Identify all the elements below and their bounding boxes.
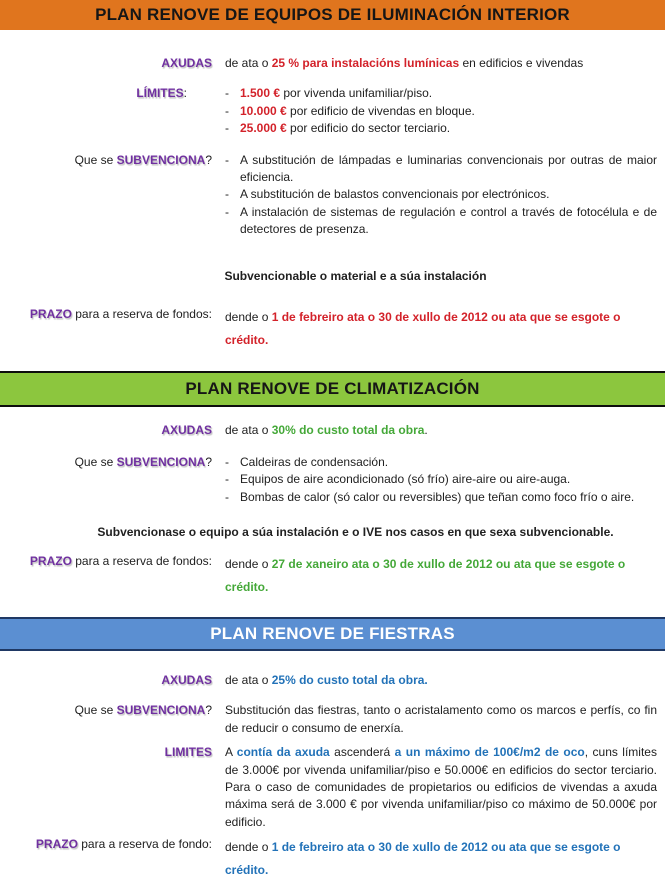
prazo-row — [0, 836, 657, 882]
list-item — [225, 85, 657, 102]
text-run: , cuns límites de 3.000€ por vivenda unifamiliar/piso e 50.000€ en edificios do sector terciario. Para o caso de comunidades de propietarios ou edificios de vivendas a axuda máxima será de 3.000 € por vivenda unifamiliar/piso co máximo de 50.000€ por edificio. — [225, 745, 657, 829]
subvenciona-label-text: SUBVENCIONA — [116, 454, 206, 469]
list-item — [225, 120, 657, 137]
limites-label-text: LIMITES — [164, 745, 212, 760]
prazo-value — [225, 553, 657, 599]
subvencionable-note: Subvencionable o material e a súa instalación — [224, 268, 487, 283]
section-climatizacion — [0, 371, 665, 600]
highlight-run: 1.500 € — [240, 86, 281, 101]
list-item-text: A substitución de lámpadas e luminarias convencionais por outras de maior eficiencia. — [240, 152, 657, 184]
limites-label — [0, 85, 212, 137]
prazo-row — [0, 306, 657, 352]
prazo-label-text: PRAZO — [35, 837, 78, 852]
highlight-run: 25% do custo total da obra. — [271, 673, 428, 688]
bullet-dash: - — [225, 152, 229, 167]
axudas-row — [0, 672, 657, 689]
subvenciona-label — [0, 454, 212, 506]
text-run: dende o — [225, 557, 272, 572]
subvenciona-label — [0, 702, 212, 737]
axudas-value — [225, 672, 657, 689]
highlight-run: 10.000 € — [240, 103, 287, 118]
list-item-text — [240, 85, 657, 102]
text-run: . — [424, 422, 428, 437]
highlight-run: 25.000 € — [240, 121, 287, 136]
subvenciona-label-text: SUBVENCIONA — [116, 703, 206, 718]
limites-label-text: LÍMITES — [136, 86, 184, 101]
text-run: por edificio de vivendas en bloque. — [286, 103, 475, 118]
prazo-label-text: PRAZO — [29, 554, 72, 569]
list-item-text: A substitución de balastos convencionais por electrónicos. — [240, 187, 550, 202]
section-fiestras — [0, 617, 665, 882]
section-title: PLAN RENOVE DE CLIMATIZACIÓN — [185, 378, 480, 398]
axudas-label — [0, 672, 212, 689]
list-item-text — [240, 103, 657, 120]
section-header-iluminacion — [0, 0, 665, 30]
subvenciona-paragraph: Substitución das fiestras, tanto o acristalamento como os marcos e perfís, co fin de reducir o consumo de enerxía. — [225, 703, 657, 735]
axudas-label-text: AXUDAS — [161, 673, 212, 688]
section-iluminacion — [0, 0, 665, 352]
text-run: de ata o — [225, 56, 272, 70]
list-item — [225, 204, 657, 239]
text-run: para a reserva de fondo: — [77, 837, 212, 852]
list-item — [225, 103, 657, 120]
limites-label — [0, 744, 212, 831]
list-item-text: A instalación de sistemas de regulación e control a través de fotocélula e de detectores de presenza. — [240, 204, 657, 237]
list-item-text: Caldeiras de condensación. — [240, 454, 389, 469]
axudas-row — [0, 422, 657, 439]
axudas-label — [0, 422, 212, 439]
prazo-label — [0, 836, 212, 882]
section-title: PLAN RENOVE DE EQUIPOS DE ILUMINACIÓN INTERIOR — [95, 5, 570, 24]
subvenciona-row — [0, 702, 657, 737]
bullet-dash: - — [225, 454, 229, 469]
text-run: Que se — [74, 703, 117, 718]
subvenciona-list — [225, 454, 657, 506]
axudas-value — [225, 55, 657, 72]
question-mark: ? — [205, 454, 212, 469]
text-run: dende o — [225, 840, 272, 855]
prazo-row — [0, 553, 657, 599]
section-title: PLAN RENOVE DE FIESTRAS — [210, 624, 455, 644]
limites-list — [225, 85, 657, 137]
list-item — [225, 489, 657, 506]
highlight-run: 27 de xaneiro ata o 30 de xullo de 2012 ou ata que se esgote o crédito. — [225, 557, 626, 595]
bullet-dash: - — [225, 187, 229, 202]
text-run: para a reserva de fondos: — [71, 306, 212, 321]
list-item-text: Bombas de calor (só calor ou reversibles) que teñan como foco frío o aire. — [240, 489, 635, 504]
text-run: por edificio do sector terciario. — [286, 121, 451, 136]
list-item-text: Equipos de aire acondicionado (só frío) aire-aire ou aire-auga. — [240, 472, 571, 487]
subvenciona-row — [0, 454, 657, 506]
section-header-climatizacion — [0, 371, 665, 407]
list-item-text — [240, 120, 657, 137]
text-run: dende o — [225, 309, 272, 324]
highlight-run: 30% do custo total da obra — [271, 422, 425, 437]
list-item — [225, 152, 657, 187]
question-mark: ? — [205, 152, 212, 167]
limites-row — [0, 85, 657, 137]
axudas-label — [0, 55, 212, 72]
axudas-row — [0, 55, 657, 72]
limites-paragraph — [225, 744, 657, 831]
highlight-run: contía da axuda — [236, 745, 330, 760]
highlight-run: 1 de febreiro ata o 30 de xullo de 2012 ou ata que se esgote o crédito. — [225, 840, 621, 877]
question-mark: ? — [205, 703, 212, 718]
axudas-label-text: AXUDAS — [161, 422, 212, 437]
highlight-run: 25 % para instalacións lumínicas — [271, 56, 460, 70]
bullet-dash: - — [225, 472, 229, 487]
text-run: Que se — [74, 152, 117, 167]
list-item — [225, 471, 657, 488]
bullet-dash: - — [225, 204, 229, 219]
prazo-label-text: PRAZO — [29, 306, 72, 321]
text-run: en edificios e vivendas — [459, 56, 584, 70]
axudas-label-text: AXUDAS — [161, 56, 212, 70]
text-run: de ata o — [225, 422, 272, 437]
limites-row — [0, 744, 657, 831]
subvenciona-label — [0, 152, 212, 239]
prazo-label — [0, 553, 212, 599]
text-run: por vivenda unifamiliar/piso. — [280, 86, 433, 101]
highlight-run: a un máximo de 100€/m2 de oco — [394, 745, 585, 760]
bullet-dash: - — [225, 121, 229, 136]
section-header-fiestras — [0, 617, 665, 651]
bullet-dash: - — [225, 103, 229, 118]
list-item — [225, 186, 657, 203]
list-item — [225, 454, 657, 471]
colon: : — [183, 86, 187, 101]
text-run: ascenderá — [329, 745, 395, 760]
bullet-dash: - — [225, 489, 229, 504]
prazo-label — [0, 306, 212, 352]
subvenciona-list — [225, 152, 657, 239]
text-run: de ata o — [225, 673, 272, 688]
subvencionable-note: Subvencionase o equipo a súa instalación e o IVE nos casos en que sexa subvencionable. — [97, 525, 614, 540]
subvenciona-row — [0, 152, 657, 239]
axudas-value — [225, 422, 657, 439]
prazo-value — [225, 836, 657, 882]
highlight-run: 1 de febreiro ata o 30 de xullo de 2012 ou ata que se esgote o crédito. — [225, 309, 621, 347]
text-run: para a reserva de fondos: — [71, 554, 212, 569]
text-run: Que se — [74, 454, 117, 469]
subvenciona-label-text: SUBVENCIONA — [116, 152, 206, 167]
text-run: A — [225, 745, 237, 760]
bullet-dash: - — [225, 86, 229, 101]
prazo-value — [225, 306, 657, 352]
